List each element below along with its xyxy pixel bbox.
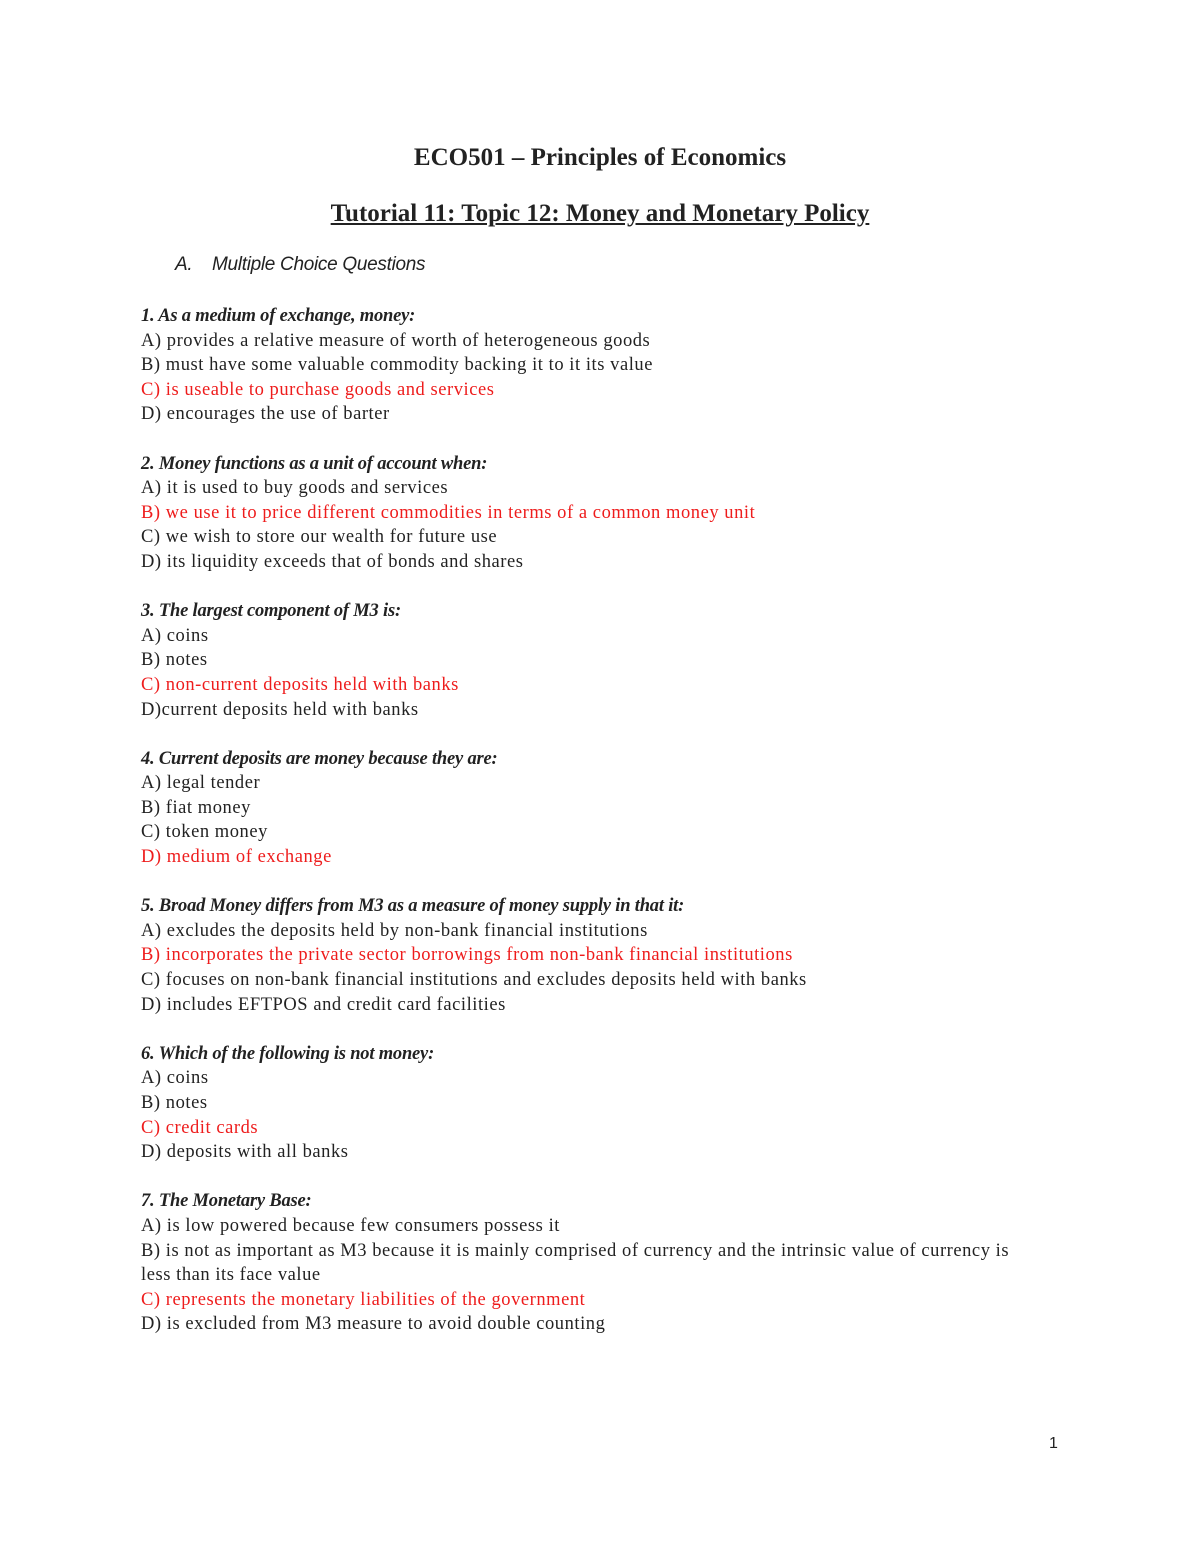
answer-option: A) coins [141,625,209,646]
question-7 [141,1189,1021,1337]
question-heading: 4. Current deposits are money because they are: [141,748,498,769]
answer-option: B) fiat money [141,797,251,818]
answer-option: B) must have some valuable commodity backing it to it its value [141,355,653,376]
page-number: 1 [1049,1435,1058,1452]
question-heading: 2. Money functions as a unit of account when: [141,453,488,474]
answer-option-correct: C) credit cards [141,1117,259,1138]
answer-option-correct: C) non-current deposits held with banks [141,674,459,695]
document-title: ECO501 – Principles of Economics [413,144,787,171]
section-heading [175,254,425,276]
answer-option: A) coins [141,1068,209,1089]
section-label: Multiple Choice Questions [212,254,426,275]
question-heading: 3. The largest component of M3 is: [141,601,401,622]
answer-option: A) legal tender [141,773,261,794]
question-6 [141,1042,1021,1165]
answer-option: D) deposits with all banks [141,1142,349,1163]
answer-option: D) is excluded from M3 measure to avoid double counting [141,1314,606,1335]
question-1 [141,304,1021,427]
answer-option: A) it is used to buy goods and services [141,478,449,499]
answer-option: C) focuses on non-bank financial institutions and excludes deposits held with banks [141,970,807,991]
question-2 [141,452,1021,575]
answer-option: D)current deposits held with banks [141,699,419,720]
question-list [141,304,1021,1362]
document-subtitle: Tutorial 11: Topic 12: Money and Monetary Policy [330,200,870,227]
answer-option: A) provides a relative measure of worth of heterogeneous goods [141,330,651,351]
answer-option-correct: C) is useable to purchase goods and services [141,379,495,400]
question-heading: 6. Which of the following is not money: [141,1043,435,1064]
answer-option-correct: D) medium of exchange [141,847,332,868]
answer-option-correct: B) we use it to price different commodities in terms of a common money unit [141,502,756,523]
answer-option: A) excludes the deposits held by non-bank financial institutions [141,920,648,941]
answer-option: B) notes [141,650,208,671]
question-4 [141,747,1021,870]
section-number: A. [175,254,193,275]
answer-option: D) its liquidity exceeds that of bonds and shares [141,551,524,572]
question-heading: 5. Broad Money differs from M3 as a measure of money supply in that it: [141,896,685,917]
answer-option: B) notes [141,1093,208,1113]
question-heading: 1. As a medium of exchange, money: [141,306,416,326]
answer-option: C) token money [141,822,268,843]
answer-option: A) is low powered because few consumers possess it [141,1215,560,1236]
answer-option-correct: B) incorporates the private sector borrowings from non-bank financial institutions [141,945,793,966]
answer-option: C) we wish to store our wealth for future use [141,527,498,548]
answer-option: B) is not as important as M3 because it is mainly comprised of currency and the intrinsic value of currency is less than its face value [141,1240,1010,1286]
question-5 [141,894,1021,1017]
answer-option: D) encourages the use of barter [141,404,390,425]
question-3 [141,599,1021,722]
question-heading: 7. The Monetary Base: [141,1191,312,1212]
answer-option: D) includes EFTPOS and credit card facilities [141,994,506,1015]
answer-option-correct: C) represents the monetary liabilities of the government [141,1289,586,1310]
